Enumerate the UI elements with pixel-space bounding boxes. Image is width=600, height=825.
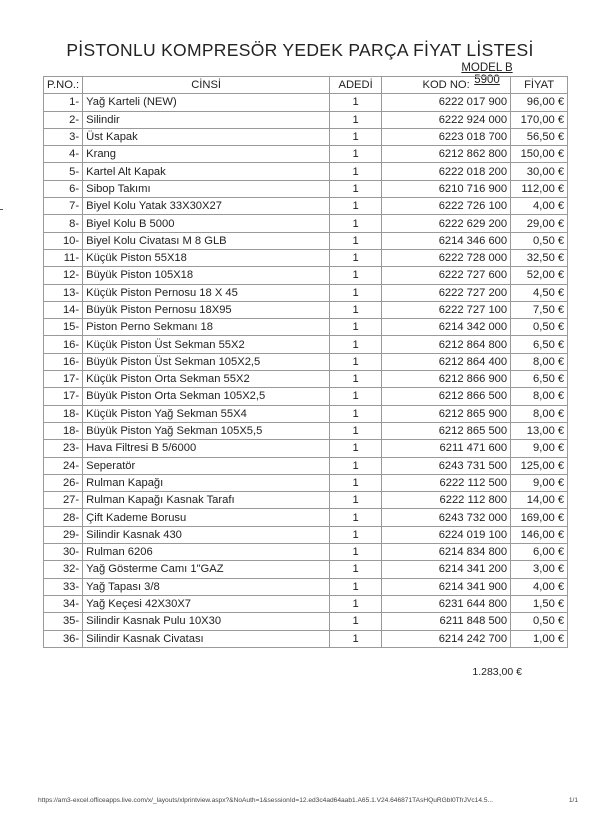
cell-pno: 8-	[44, 215, 83, 232]
table-row	[44, 94, 568, 111]
cell-code: 6212 865 500	[382, 422, 511, 439]
table-row	[44, 111, 568, 128]
table-row	[44, 457, 568, 474]
table-row	[44, 301, 568, 318]
cell-price: 13,00 €	[511, 422, 568, 439]
cell-pno: 28-	[44, 509, 83, 526]
cell-code: 6214 834 800	[382, 544, 511, 561]
price-table-body	[44, 94, 568, 648]
cell-name: Sibop Takımı	[83, 180, 330, 197]
table-row	[44, 613, 568, 630]
cell-price: 0,50 €	[511, 232, 568, 249]
cell-price: 4,00 €	[511, 578, 568, 595]
table-row	[44, 319, 568, 336]
total-amount: 1.283,00 €	[472, 666, 522, 678]
cell-name: Rulman 6206	[83, 544, 330, 561]
cell-price: 14,00 €	[511, 492, 568, 509]
cell-code: 6214 341 900	[382, 578, 511, 595]
cell-pno: 3-	[44, 128, 83, 145]
cell-name: Çift Kademe Borusu	[83, 509, 330, 526]
cell-qty: 1	[330, 561, 382, 578]
cell-price: 4,50 €	[511, 284, 568, 301]
cell-code: 6212 866 900	[382, 371, 511, 388]
page-title: PİSTONLU KOMPRESÖR YEDEK PARÇA FİYAT LİSTESİ	[66, 40, 534, 60]
cell-price: 6,50 €	[511, 336, 568, 353]
cell-code: 6212 864 400	[382, 353, 511, 370]
cell-price: 30,00 €	[511, 163, 568, 180]
cell-price: 6,00 €	[511, 544, 568, 561]
cell-pno: 34-	[44, 595, 83, 612]
cell-qty: 1	[330, 267, 382, 284]
cell-name: Küçük Piston Orta Sekman 55X2	[83, 371, 330, 388]
cell-pno: 12-	[44, 267, 83, 284]
header-price: FİYAT	[511, 77, 568, 94]
cell-price: 125,00 €	[511, 457, 568, 474]
cell-pno: 18-	[44, 405, 83, 422]
table-row	[44, 440, 568, 457]
table-row	[44, 422, 568, 439]
cell-pno: 33-	[44, 578, 83, 595]
cell-code: 6212 862 800	[382, 146, 511, 163]
cell-qty: 1	[330, 422, 382, 439]
cell-code: 6210 716 900	[382, 180, 511, 197]
cell-name: Silindir Kasnak 430	[83, 526, 330, 543]
cell-qty: 1	[330, 232, 382, 249]
cell-qty: 1	[330, 544, 382, 561]
cell-pno: 1-	[44, 94, 83, 111]
cell-price: 8,00 €	[511, 353, 568, 370]
cell-name: Büyük Piston Yağ Sekman 105X5,5	[83, 422, 330, 439]
cell-qty: 1	[330, 319, 382, 336]
cell-pno: 29-	[44, 526, 83, 543]
cell-pno: 30-	[44, 544, 83, 561]
header-qty: ADEDİ	[330, 77, 382, 94]
cell-code: 6214 346 600	[382, 232, 511, 249]
cell-qty: 1	[330, 405, 382, 422]
cell-code: 6214 341 200	[382, 561, 511, 578]
table-row	[44, 595, 568, 612]
cell-pno: 24-	[44, 457, 83, 474]
cell-name: Hava Filtresi B 5/6000	[83, 440, 330, 457]
cell-pno: 2-	[44, 111, 83, 128]
cell-code: 6214 242 700	[382, 630, 511, 647]
cell-price: 9,00 €	[511, 474, 568, 491]
cell-code: 6222 727 100	[382, 301, 511, 318]
cell-code: 6243 732 000	[382, 509, 511, 526]
table-row	[44, 163, 568, 180]
cell-price: 32,50 €	[511, 249, 568, 266]
cell-code: 6212 864 800	[382, 336, 511, 353]
table-row	[44, 267, 568, 284]
cell-name: Küçük Piston 55X18	[83, 249, 330, 266]
cell-price: 1,00 €	[511, 630, 568, 647]
cell-pno: 35-	[44, 613, 83, 630]
cell-name: Rulman Kapağı Kasnak Tarafı	[83, 492, 330, 509]
cell-qty: 1	[330, 353, 382, 370]
cell-code: 6222 018 200	[382, 163, 511, 180]
table-row	[44, 249, 568, 266]
cell-price: 96,00 €	[511, 94, 568, 111]
cell-name: Silindir Kasnak Civatası	[83, 630, 330, 647]
cell-price: 169,00 €	[511, 509, 568, 526]
cell-code: 6222 629 200	[382, 215, 511, 232]
cell-price: 7,50 €	[511, 301, 568, 318]
cell-price: 0,50 €	[511, 319, 568, 336]
cell-name: Krang	[83, 146, 330, 163]
cell-name: Rulman Kapağı	[83, 474, 330, 491]
cell-price: 6,50 €	[511, 371, 568, 388]
table-row	[44, 371, 568, 388]
cell-pno: 5-	[44, 163, 83, 180]
cell-qty: 1	[330, 388, 382, 405]
cell-code: 6222 727 600	[382, 267, 511, 284]
table-row	[44, 336, 568, 353]
cell-pno: 27-	[44, 492, 83, 509]
table-row	[44, 405, 568, 422]
cell-code: 6222 017 900	[382, 94, 511, 111]
cell-code: 6231 644 800	[382, 595, 511, 612]
cell-qty: 1	[330, 371, 382, 388]
cell-price: 146,00 €	[511, 526, 568, 543]
cell-price: 3,00 €	[511, 561, 568, 578]
footer-url: https://am3-excel.officeapps.live.com/x/_layouts/xlprintview.aspx?&NoAuth=1&sessionId=12.ed3c4ad64aab1.A65.1.V24.646871TAsHQuRGbl0TfrJVc14.5...	[38, 797, 493, 804]
cell-name: Yağ Karteli (NEW)	[83, 94, 330, 111]
header-name: CİNSİ	[83, 77, 330, 94]
table-row	[44, 561, 568, 578]
cell-name: Küçük Piston Pernosu 18 X 45	[83, 284, 330, 301]
table-row	[44, 474, 568, 491]
cell-name: Küçük Piston Üst Sekman 55X2	[83, 336, 330, 353]
cell-pno: 11-	[44, 249, 83, 266]
header-code: KOD NO:	[382, 77, 511, 94]
cell-name: Silindir Kasnak Pulu 10X30	[83, 613, 330, 630]
cell-qty: 1	[330, 94, 382, 111]
cell-price: 0,50 €	[511, 613, 568, 630]
cell-code: 6212 865 900	[382, 405, 511, 422]
cell-pno: 16-	[44, 336, 83, 353]
cell-name: Biyel Kolu B 5000	[83, 215, 330, 232]
cell-code: 6224 019 100	[382, 526, 511, 543]
cell-price: 150,00 €	[511, 146, 568, 163]
table-row	[44, 544, 568, 561]
cell-code: 6222 924 000	[382, 111, 511, 128]
cell-qty: 1	[330, 111, 382, 128]
cell-qty: 1	[330, 128, 382, 145]
cell-name: Silindir	[83, 111, 330, 128]
table-row	[44, 128, 568, 145]
cell-qty: 1	[330, 198, 382, 215]
cell-pno: 13-	[44, 284, 83, 301]
cell-code: 6212 866 500	[382, 388, 511, 405]
cell-qty: 1	[330, 613, 382, 630]
cell-code: 6222 727 200	[382, 284, 511, 301]
table-row	[44, 146, 568, 163]
cell-name: Küçük Piston Yağ Sekman 55X4	[83, 405, 330, 422]
cell-name: Yağ Gösterme Camı 1"GAZ	[83, 561, 330, 578]
table-row	[44, 198, 568, 215]
cell-code: 6222 112 500	[382, 474, 511, 491]
cell-name: Büyük Piston 105X18	[83, 267, 330, 284]
cell-name: Büyük Piston Pernosu 18X95	[83, 301, 330, 318]
print-footer	[38, 797, 578, 804]
cell-price: 8,00 €	[511, 388, 568, 405]
cell-price: 8,00 €	[511, 405, 568, 422]
cell-price: 4,00 €	[511, 198, 568, 215]
cell-qty: 1	[330, 509, 382, 526]
cell-qty: 1	[330, 457, 382, 474]
cell-pno: 32-	[44, 561, 83, 578]
cell-qty: 1	[330, 578, 382, 595]
cell-price: 1,50 €	[511, 595, 568, 612]
table-row	[44, 492, 568, 509]
table-row	[44, 353, 568, 370]
cell-name: Seperatör	[83, 457, 330, 474]
cell-pno: 16-	[44, 353, 83, 370]
cell-code: 6222 728 000	[382, 249, 511, 266]
cell-qty: 1	[330, 440, 382, 457]
cell-pno: 36-	[44, 630, 83, 647]
cell-code: 6223 018 700	[382, 128, 511, 145]
table-row	[44, 215, 568, 232]
table-row	[44, 284, 568, 301]
cell-code: 6211 848 500	[382, 613, 511, 630]
price-table	[43, 76, 568, 648]
cell-qty: 1	[330, 163, 382, 180]
cell-qty: 1	[330, 492, 382, 509]
cell-name: Yağ Tapası 3/8	[83, 578, 330, 595]
cell-name: Üst Kapak	[83, 128, 330, 145]
cell-qty: 1	[330, 630, 382, 647]
cell-qty: 1	[330, 215, 382, 232]
cell-qty: 1	[330, 146, 382, 163]
cell-code: 6243 731 500	[382, 457, 511, 474]
cell-price: 9,00 €	[511, 440, 568, 457]
cell-pno: 6-	[44, 180, 83, 197]
cell-pno: 7-	[44, 198, 83, 215]
cell-qty: 1	[330, 474, 382, 491]
cell-pno: 17-	[44, 388, 83, 405]
cell-qty: 1	[330, 301, 382, 318]
header-pno: P.NO.:	[44, 77, 83, 94]
cell-qty: 1	[330, 336, 382, 353]
cell-pno: 10-	[44, 232, 83, 249]
cell-name: Piston Perno Sekmanı 18	[83, 319, 330, 336]
table-row	[44, 180, 568, 197]
cell-qty: 1	[330, 284, 382, 301]
cell-price: 52,00 €	[511, 267, 568, 284]
page-number: 1/1	[568, 797, 578, 804]
cell-price: 112,00 €	[511, 180, 568, 197]
table-row	[44, 388, 568, 405]
cell-name: Yağ Keçesi 42X30X7	[83, 595, 330, 612]
cell-pno: 26-	[44, 474, 83, 491]
cell-qty: 1	[330, 180, 382, 197]
cell-qty: 1	[330, 595, 382, 612]
cell-pno: 15-	[44, 319, 83, 336]
cell-code: 6214 342 000	[382, 319, 511, 336]
model-label: MODEL B 5900	[461, 62, 513, 86]
cell-pno: 14-	[44, 301, 83, 318]
cell-price: 29,00 €	[511, 215, 568, 232]
cell-name: Büyük Piston Orta Sekman 105X2,5	[83, 388, 330, 405]
cell-code: 6211 471 600	[382, 440, 511, 457]
cell-code: 6222 726 100	[382, 198, 511, 215]
cell-qty: 1	[330, 249, 382, 266]
cell-code: 6222 112 800	[382, 492, 511, 509]
cell-name: Büyük Piston Üst Sekman 105X2,5	[83, 353, 330, 370]
cell-name: Kartel Alt Kapak	[83, 163, 330, 180]
cell-pno: 17-	[44, 371, 83, 388]
table-row	[44, 232, 568, 249]
cell-qty: 1	[330, 526, 382, 543]
margin-mark	[0, 209, 3, 210]
header-row	[44, 77, 568, 94]
cell-pno: 23-	[44, 440, 83, 457]
cell-pno: 18-	[44, 422, 83, 439]
table-row	[44, 526, 568, 543]
cell-name: Biyel Kolu Yatak 33X30X27	[83, 198, 330, 215]
cell-price: 56,50 €	[511, 128, 568, 145]
cell-price: 170,00 €	[511, 111, 568, 128]
table-row	[44, 630, 568, 647]
cell-pno: 4-	[44, 146, 83, 163]
cell-name: Biyel Kolu Civatası M 8 GLB	[83, 232, 330, 249]
table-row	[44, 509, 568, 526]
table-row	[44, 578, 568, 595]
